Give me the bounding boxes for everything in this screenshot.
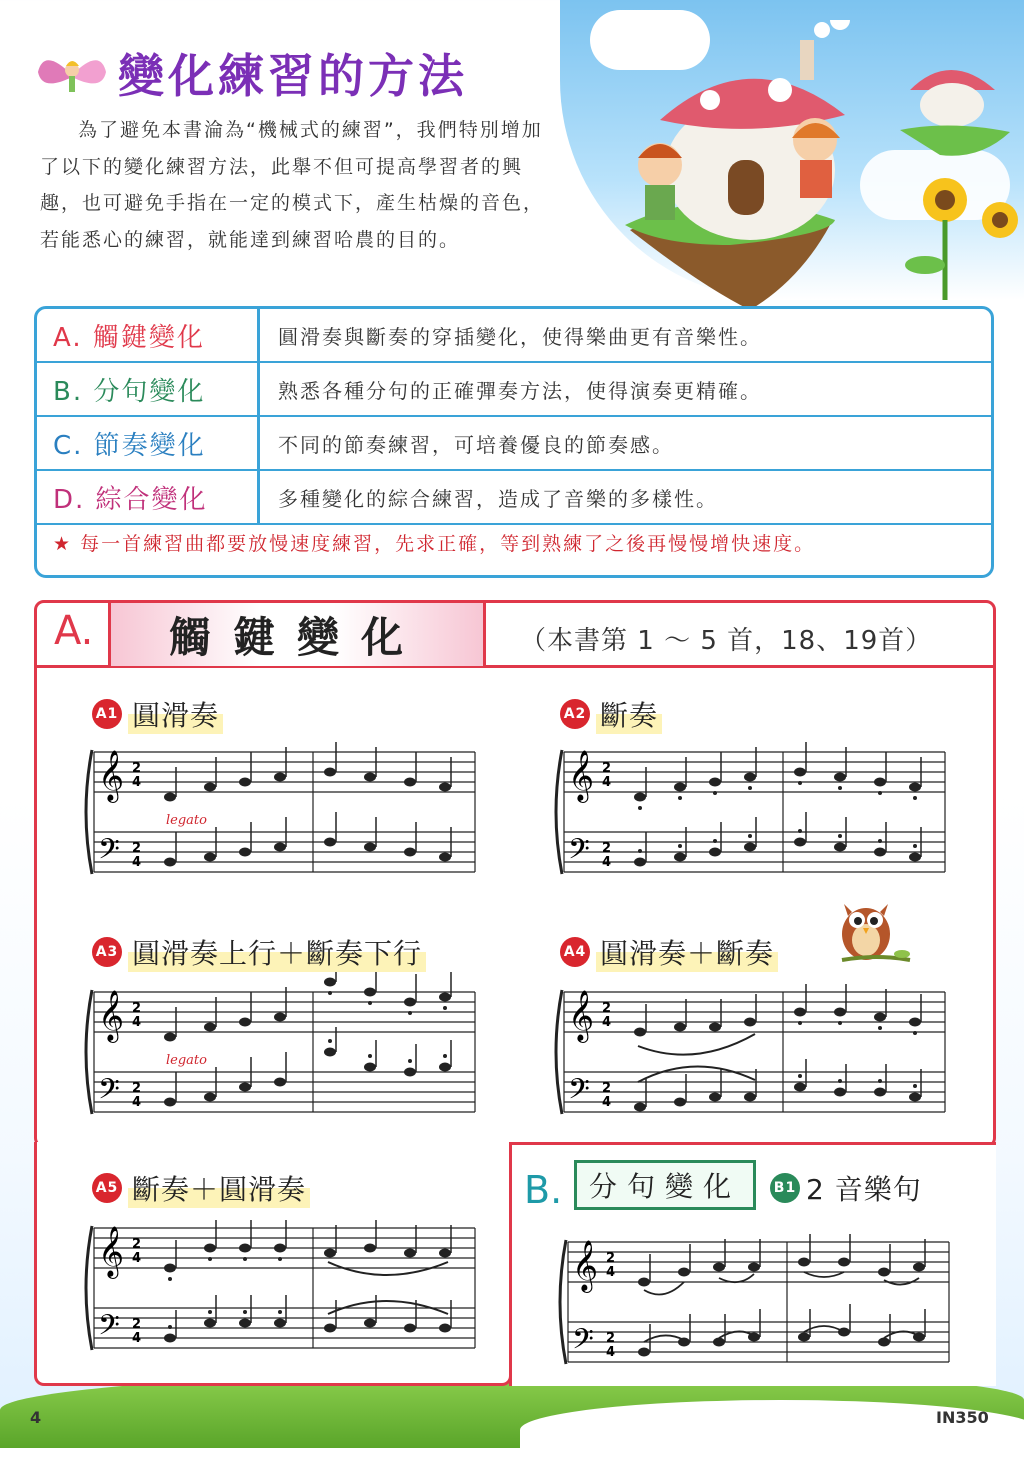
badge: B1 — [770, 1173, 800, 1203]
badge: A3 — [92, 937, 122, 967]
svg-text:𝄢: 𝄢 — [572, 1323, 594, 1363]
svg-text:𝄞: 𝄞 — [568, 750, 595, 801]
svg-text:2: 2 — [602, 1081, 612, 1096]
section-b-title: 分句變化 — [574, 1160, 756, 1210]
row-label: C. 節奏變化 — [37, 417, 260, 469]
owl-icon — [832, 890, 912, 966]
exercise-label: 圓滑奏上行＋斷奏下行 — [128, 932, 426, 972]
page-number: 4 — [30, 1408, 42, 1427]
row-description: 熟悉各種分句的正確彈奏方法，使得演奏更精確。 — [278, 378, 762, 403]
badge: A1 — [92, 699, 122, 729]
page-title: 變化練習的方法 — [118, 49, 468, 103]
row-label: A. 觸鍵變化 — [37, 309, 260, 361]
book-code: IN350 — [936, 1408, 989, 1427]
exercise-label: 斷奏 — [596, 694, 662, 734]
svg-text:2: 2 — [132, 1081, 142, 1096]
section-a-title: 觸鍵變化 — [108, 603, 486, 666]
staff-b1 — [554, 1222, 954, 1382]
staff-a1 — [80, 732, 480, 892]
exercise-a4-heading — [560, 932, 778, 972]
svg-text:𝄞: 𝄞 — [98, 750, 125, 801]
exercise-label: 2 音樂句 — [806, 1173, 922, 1206]
svg-text:𝄞: 𝄞 — [572, 1240, 599, 1291]
svg-text:2: 2 — [602, 761, 612, 776]
svg-text:4: 4 — [606, 1345, 616, 1360]
svg-text:4: 4 — [602, 1015, 612, 1030]
badge: A2 — [560, 699, 590, 729]
svg-text:4: 4 — [602, 775, 612, 790]
svg-text:2: 2 — [602, 841, 612, 856]
section-a-letter: A. — [54, 608, 94, 654]
svg-text:2: 2 — [606, 1251, 616, 1266]
svg-text:2: 2 — [602, 1001, 612, 1016]
row-label: B. 分句變化 — [37, 363, 260, 415]
svg-text:4: 4 — [132, 775, 142, 790]
svg-text:4: 4 — [132, 1015, 142, 1030]
marking: legato — [166, 813, 207, 828]
staff-a3 — [80, 972, 480, 1132]
svg-text:𝄞: 𝄞 — [98, 990, 125, 1041]
exercise-b1-heading — [770, 1168, 922, 1208]
exercise-a1-heading — [92, 694, 223, 734]
staff-a4 — [550, 972, 950, 1132]
table-row — [37, 417, 991, 471]
svg-text:4: 4 — [132, 1251, 142, 1266]
exercise-label: 圓滑奏＋斷奏 — [596, 932, 778, 972]
table-row — [37, 471, 991, 525]
row-description: 圓滑奏與斷奏的穿插變化，使得樂曲更有音樂性。 — [278, 324, 762, 349]
svg-text:𝄞: 𝄞 — [568, 990, 595, 1041]
marking: legato — [166, 1053, 207, 1068]
exercise-a5-heading — [92, 1168, 310, 1208]
svg-text:2: 2 — [132, 841, 142, 856]
badge: A4 — [560, 937, 590, 967]
svg-text:2: 2 — [132, 761, 142, 776]
variation-methods-table — [34, 306, 994, 578]
table-row — [37, 309, 991, 363]
row-description: 多種變化的綜合練習，造成了音樂的多樣性。 — [278, 486, 718, 511]
intro-paragraph: 為了避免本書淪為“機械式的練習”，我們特別增加了以下的變化練習方法，此舉不但可提高學習者的興趣，也可避免手指在一定的模式下，產生枯燥的音色，若能悉心的練習，就能達到練習哈農的目的。 — [40, 119, 545, 251]
svg-text:2: 2 — [132, 1317, 142, 1332]
section-a-range: （本書第 1 ～ 5 首，18、19首） — [520, 626, 933, 656]
svg-text:4: 4 — [132, 1331, 142, 1346]
exercise-a3-heading — [92, 932, 426, 972]
section-b-letter: B. — [524, 1168, 563, 1212]
divider — [509, 1142, 512, 1386]
svg-text:𝄞: 𝄞 — [98, 1226, 125, 1277]
svg-text:𝄢: 𝄢 — [98, 1309, 120, 1349]
table-row — [37, 363, 991, 417]
svg-text:𝄢: 𝄢 — [98, 1073, 120, 1113]
practice-note: ★ 每一首練習曲都要放慢速度練習，先求正確，等到熟練了之後再慢慢增快速度。 — [53, 533, 816, 555]
svg-text:4: 4 — [132, 1095, 142, 1110]
svg-text:4: 4 — [132, 855, 142, 870]
staff-a5 — [80, 1208, 480, 1368]
row-description: 不同的節奏練習，可培養優良的節奏感。 — [278, 432, 674, 457]
mushroom-house-illustration — [600, 20, 1020, 310]
svg-text:𝄢: 𝄢 — [568, 1073, 590, 1113]
svg-text:4: 4 — [602, 1095, 612, 1110]
exercise-a2-heading — [560, 694, 662, 734]
svg-text:4: 4 — [602, 855, 612, 870]
row-label: D. 綜合變化 — [37, 471, 260, 523]
svg-text:𝄢: 𝄢 — [568, 833, 590, 873]
svg-text:4: 4 — [606, 1265, 616, 1280]
badge: A5 — [92, 1173, 122, 1203]
butterfly-fairy-icon — [34, 52, 110, 98]
staff-a2 — [550, 732, 950, 892]
exercise-label: 斷奏＋圓滑奏 — [128, 1168, 310, 1208]
svg-text:𝄢: 𝄢 — [98, 833, 120, 873]
divider — [509, 1142, 996, 1145]
svg-text:2: 2 — [606, 1331, 616, 1346]
exercise-label: 圓滑奏 — [128, 694, 223, 734]
svg-text:2: 2 — [132, 1237, 142, 1252]
svg-text:2: 2 — [132, 1001, 142, 1016]
